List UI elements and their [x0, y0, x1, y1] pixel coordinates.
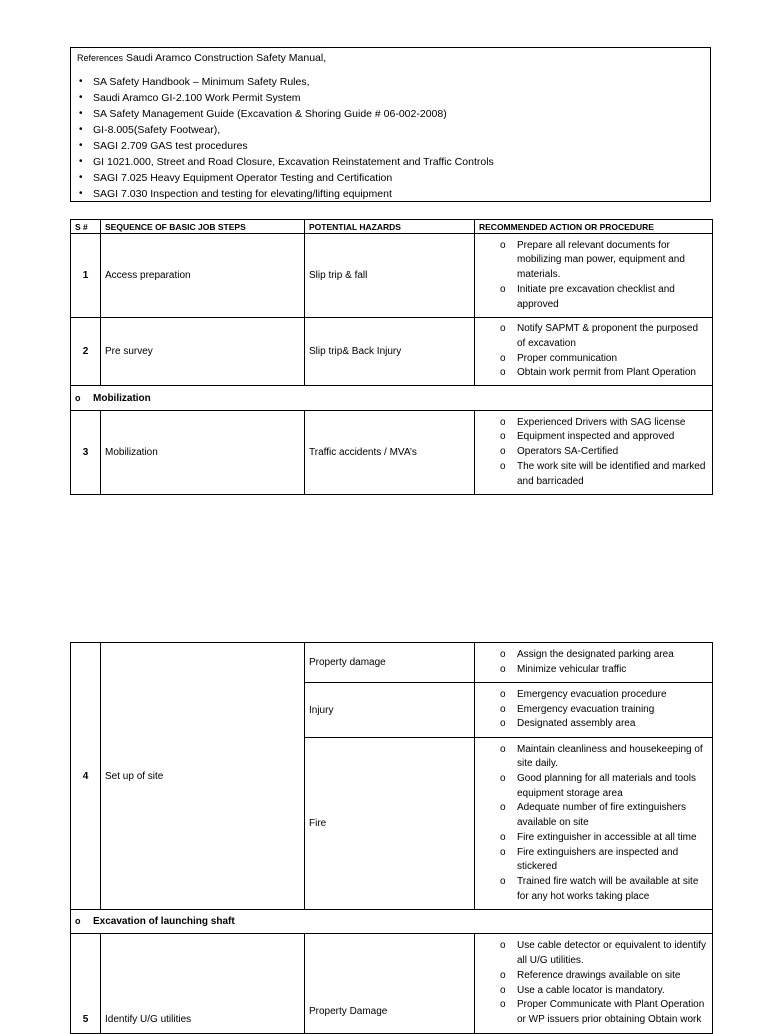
action-item: o Fire extinguisher in accessible at all time	[479, 831, 708, 846]
section-row	[71, 386, 713, 411]
hazard: Property Damage	[305, 934, 475, 1034]
reference-item: • SA Safety Handbook – Minimum Safety Rules,	[77, 74, 704, 90]
references-box	[70, 47, 711, 202]
section-title: Mobilization	[93, 392, 151, 404]
reference-item: • SA Safety Management Guide (Excavation & Shoring Guide # 06-002-2008)	[77, 106, 704, 122]
action-item: o Fire extinguishers are inspected and stickered	[479, 846, 708, 875]
table-header-row	[71, 220, 713, 234]
reference-item: • SAGI 2.709 GAS test procedures	[77, 138, 704, 154]
row-number: 5	[71, 934, 101, 1034]
action-item: o Obtain work permit from Plant Operation	[479, 366, 708, 381]
references-list	[77, 74, 704, 202]
actions-cell	[475, 234, 713, 318]
actions-cell	[475, 934, 713, 1034]
job-step: Identify U/G utilities	[101, 934, 305, 1034]
action-item: o Adequate number of fire extinguishers available on site	[479, 801, 708, 830]
table-row	[71, 934, 713, 1034]
action-item: o Operators SA-Certified	[479, 445, 708, 460]
action-item: o Initiate pre excavation checklist and approved	[479, 283, 708, 312]
action-item: o Proper communication	[479, 352, 708, 367]
actions-cell	[475, 643, 713, 683]
actions-cell	[475, 738, 713, 910]
action-item: o Good planning for all materials and tools equipment storage area	[479, 772, 708, 801]
reference-item: • SAGI 7.025 Heavy Equipment Operator Testing and Certification	[77, 170, 704, 186]
header-actions: RECOMMENDED ACTION OR PROCEDURE	[475, 220, 713, 234]
actions-cell	[475, 411, 713, 495]
hazard: Traffic accidents / MVA’s	[305, 411, 475, 495]
row-number: 4	[71, 643, 101, 910]
action-item: o Notify SAPMT & proponent the purposed of excavation	[479, 322, 708, 351]
table-row	[71, 234, 713, 318]
references-heading	[77, 50, 704, 66]
action-item: o Proper Communicate with Plant Operation or WP issuers prior obtaining Obtain work	[479, 998, 708, 1027]
action-item: o The work site will be identified and marked and barricaded	[479, 460, 708, 489]
hazard: Fire	[305, 738, 475, 910]
hazard: Slip trip & fall	[305, 234, 475, 318]
reference-item: • Saudi Aramco GI-2.100 Work Permit System	[77, 90, 704, 106]
action-item: o Equipment inspected and approved	[479, 430, 708, 445]
job-step: Set up of site	[101, 643, 305, 910]
hazard: Property damage	[305, 643, 475, 683]
section-bullet: o	[75, 916, 81, 926]
table-row	[71, 643, 713, 683]
action-item: o Maintain cleanliness and housekeeping of site daily.	[479, 743, 708, 772]
action-item: o Use a cable locator is mandatory.	[479, 984, 708, 999]
action-item: o Emergency evacuation training	[479, 703, 708, 718]
header-sn: S #	[71, 220, 101, 234]
job-step: Mobilization	[101, 411, 305, 495]
section-title: Excavation of launching shaft	[93, 916, 235, 927]
actions-cell	[475, 683, 713, 738]
action-item: o Prepare all relevant documents for mobilizing man power, equipment and materials.	[479, 239, 708, 283]
row-number: 1	[71, 234, 101, 318]
section-row	[71, 910, 713, 934]
job-step: Access preparation	[101, 234, 305, 318]
hazard: Slip trip& Back Injury	[305, 318, 475, 386]
action-item: o Trained fire watch will be available at site for any hot works taking place	[479, 875, 708, 904]
action-item: o Minimize vehicular traffic	[479, 663, 708, 678]
table-row	[71, 411, 713, 495]
action-item: o Assign the designated parking area	[479, 648, 708, 663]
reference-item: • SAGI 7.030 Inspection and testing for elevating/lifting equipment	[77, 186, 704, 202]
table-row	[71, 318, 713, 386]
action-item: o Reference drawings available on site	[479, 969, 708, 984]
header-steps: SEQUENCE OF BASIC JOB STEPS	[101, 220, 305, 234]
job-safety-table	[70, 219, 713, 495]
hazard: Injury	[305, 683, 475, 738]
references-prefix: References	[77, 53, 124, 63]
header-hazards: POTENTIAL HAZARDS	[305, 220, 475, 234]
reference-item: • GI-8.005(Safety Footwear),	[77, 122, 704, 138]
job-safety-table-continued	[70, 642, 713, 1034]
action-item: o Designated assembly area	[479, 717, 708, 732]
section-bullet: o	[75, 392, 81, 403]
actions-cell	[475, 318, 713, 386]
action-item: o Emergency evacuation procedure	[479, 688, 708, 703]
references-title: Saudi Aramco Construction Safety Manual,	[125, 52, 327, 64]
action-item: o Experienced Drivers with SAG license	[479, 416, 708, 431]
job-step: Pre survey	[101, 318, 305, 386]
reference-item: • GI 1021.000, Street and Road Closure, Excavation Reinstatement and Traffic Controls	[77, 154, 704, 170]
section-heading	[71, 910, 713, 934]
section-heading	[71, 386, 713, 411]
row-number: 3	[71, 411, 101, 495]
row-number: 2	[71, 318, 101, 386]
action-item: o Use cable detector or equivalent to identify all U/G utilities.	[479, 939, 708, 968]
